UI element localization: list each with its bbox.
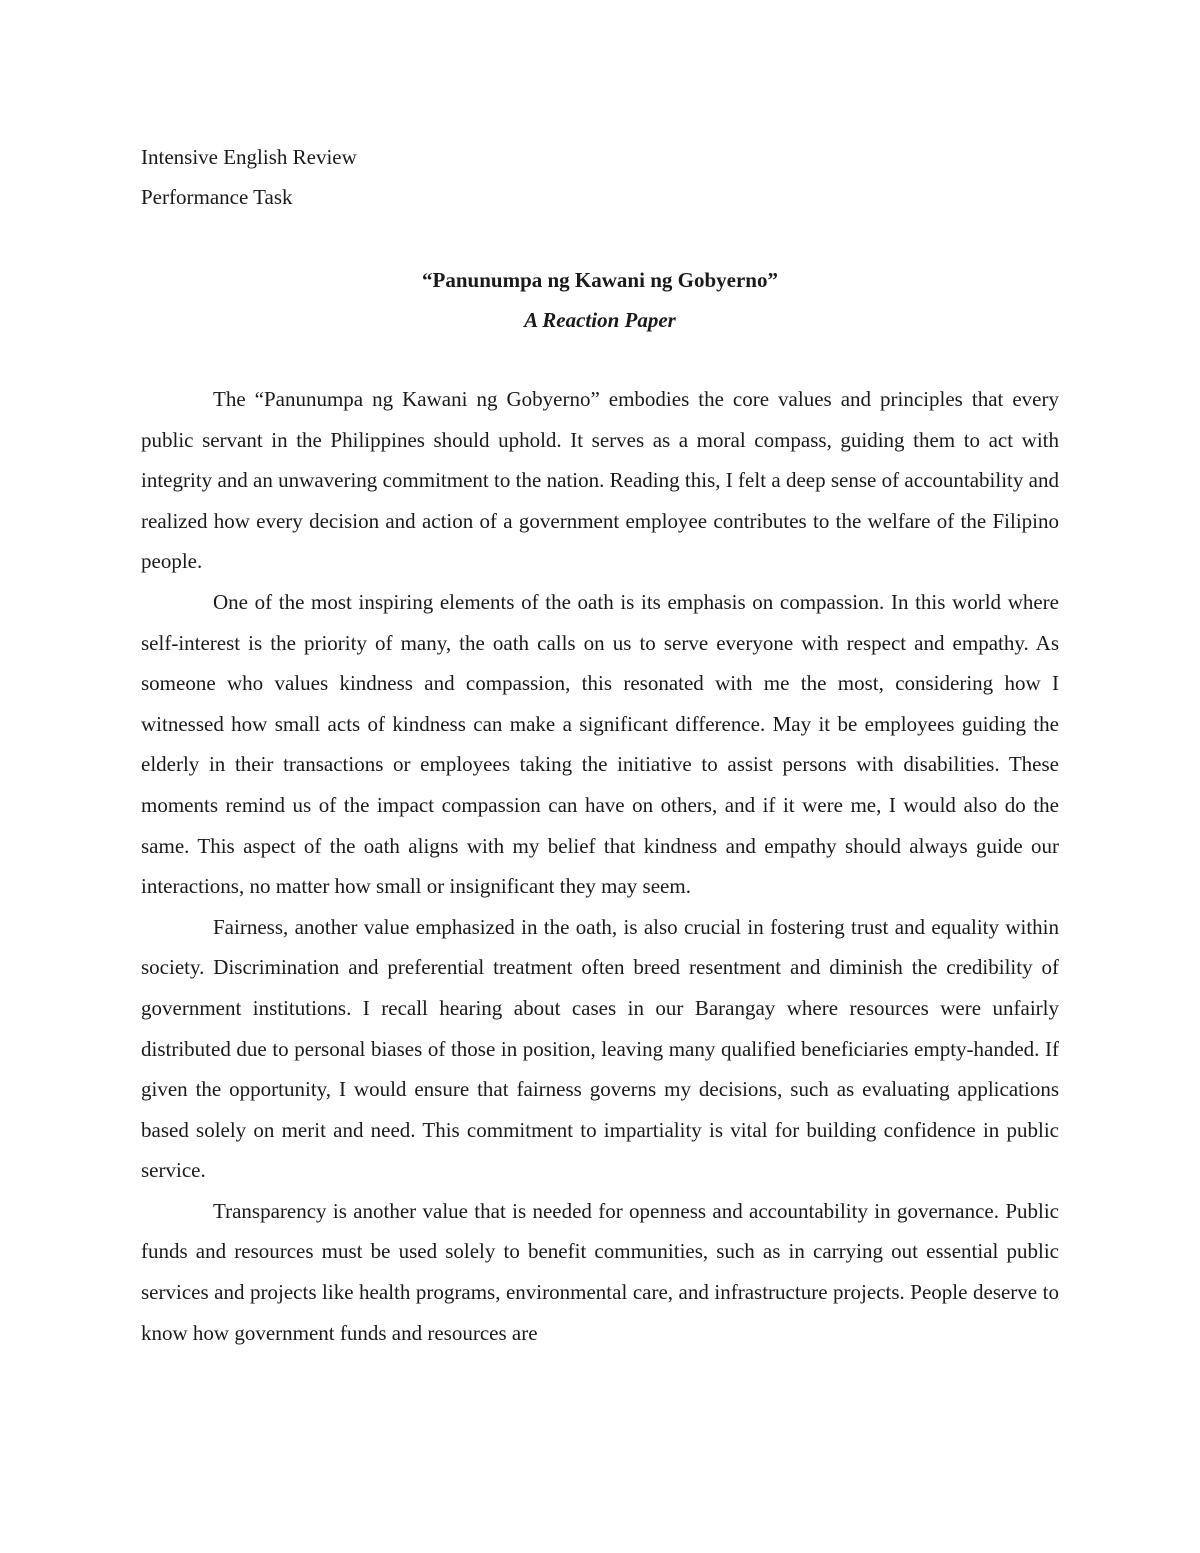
- body-text: [141, 379, 1059, 1353]
- paragraph: Fairness, another value emphasized in the oath, is also crucial in fostering trust and equality within society. Discrimination and preferential treatment often breed resentment and diminish the credibility of government institutions. I recall hearing about cases in our Barangay where resources were unfairly distributed due to personal biases of those in position, leaving many qualified beneficiaries empty-handed. If given the opportunity, I would ensure that fairness governs my decisions, such as evaluating applications based solely on merit and need. This commitment to impartiality is vital for building confidence in public service.: [141, 914, 1059, 1183]
- paragraph: The “Panunumpa ng Kawani ng Gobyerno” embodies the core values and principles that every public servant in the Philippines should uphold. It serves as a moral compass, guiding them to act with integrity and an unwavering commitment to the nation. Reading this, I felt a deep sense of accountability and realized how every decision and action of a government employee contributes to the welfare of the Filipino people.: [141, 387, 1059, 574]
- task-label: Performance Task: [141, 185, 293, 209]
- paragraph: One of the most inspiring elements of the oath is its emphasis on compassion. In this world where self-interest is the priority of many, the oath calls on us to serve everyone with respect and empathy. As someone who values kindness and compassion, this resonated with me the most, considering how I witnessed how small acts of kindness can make a significant difference. May it be employees guiding the elderly in their transactions or employees taking the initiative to assist persons with disabilities. These moments remind us of the impact compassion can have on others, and if it were me, I would also do the same. This aspect of the oath aligns with my belief that kindness and empathy should always guide our interactions, no matter how small or insignificant they may seem.: [141, 589, 1059, 899]
- course-name: Intensive English Review: [141, 145, 357, 169]
- page-subtitle: A Reaction Paper: [524, 308, 676, 332]
- page-title: “Panunumpa ng Kawani ng Gobyerno”: [422, 268, 778, 292]
- paragraph: Transparency is another value that is needed for openness and accountability in governance. Public funds and resources must be used solely to benefit communities, such as in carrying out essential public services and projects like health programs, environmental care, and infrastructure projects. People deserve to know how government funds and resources are: [141, 1198, 1059, 1345]
